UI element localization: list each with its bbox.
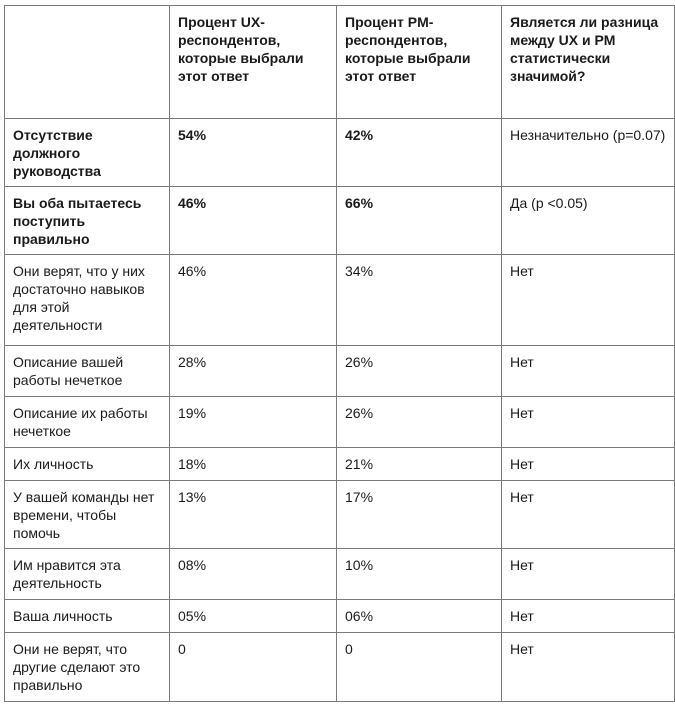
row-label: У вашей команды нет времени, чтобы помочь: [5, 481, 170, 549]
header-cell-pm: Процент PM-респондентов, которые выбрали этот ответ: [337, 6, 502, 119]
ux-percent: 08%: [170, 549, 337, 600]
pm-percent: 17%: [337, 481, 502, 549]
pm-percent: 10%: [337, 549, 502, 600]
pm-percent: 0: [337, 633, 502, 702]
row-label: Они не верят, что другие сделают это правильно: [5, 633, 170, 702]
significance-value: Нет: [502, 448, 675, 481]
ux-percent: 18%: [170, 448, 337, 481]
row-label: Описание вашей работы нечеткое: [5, 346, 170, 397]
significance-value: Нет: [502, 255, 675, 346]
ux-percent: 0: [170, 633, 337, 702]
significance-value: Нет: [502, 346, 675, 397]
table-row: [5, 448, 675, 481]
pm-percent: 66%: [337, 187, 502, 255]
row-label: Описание их работы нечеткое: [5, 397, 170, 448]
table-row: [5, 397, 675, 448]
significance-value: Нет: [502, 397, 675, 448]
table-row: [5, 255, 675, 346]
header-cell-significance: Является ли разница между UX и PM статистически значимой?: [502, 6, 675, 119]
ux-percent: 13%: [170, 481, 337, 549]
pm-percent: 42%: [337, 119, 502, 187]
pm-percent: 34%: [337, 255, 502, 346]
pm-percent: 06%: [337, 600, 502, 633]
significance-value: Нет: [502, 549, 675, 600]
table-row: [5, 187, 675, 255]
ux-percent: 28%: [170, 346, 337, 397]
row-label: Им нравится эта деятельность: [5, 549, 170, 600]
ux-percent: 46%: [170, 187, 337, 255]
significance-value: Незначительно (p=0.07): [502, 119, 675, 187]
row-label: Вы оба пытаетесь поступить правильно: [5, 187, 170, 255]
table-row: [5, 600, 675, 633]
ux-percent: 05%: [170, 600, 337, 633]
pm-percent: 21%: [337, 448, 502, 481]
significance-value: Нет: [502, 633, 675, 702]
header-cell-ux: Процент UX-респондентов, которые выбрали этот ответ: [170, 6, 337, 119]
table-row: [5, 481, 675, 549]
ux-percent: 19%: [170, 397, 337, 448]
table-row: [5, 119, 675, 187]
table-row: [5, 346, 675, 397]
significance-value: Нет: [502, 600, 675, 633]
survey-results-table: [4, 5, 675, 702]
row-label: Их личность: [5, 448, 170, 481]
row-label: Они верят, что у них достаточно навыков для этой деятельности: [5, 255, 170, 346]
pm-percent: 26%: [337, 346, 502, 397]
significance-value: Да (p <0.05): [502, 187, 675, 255]
row-label: Отсутствие должного руководства: [5, 119, 170, 187]
table-row: [5, 633, 675, 702]
significance-value: Нет: [502, 481, 675, 549]
pm-percent: 26%: [337, 397, 502, 448]
ux-percent: 46%: [170, 255, 337, 346]
ux-percent: 54%: [170, 119, 337, 187]
row-label: Ваша личность: [5, 600, 170, 633]
table-row: [5, 549, 675, 600]
header-cell-empty: [5, 6, 170, 119]
table-header-row: [5, 6, 675, 119]
